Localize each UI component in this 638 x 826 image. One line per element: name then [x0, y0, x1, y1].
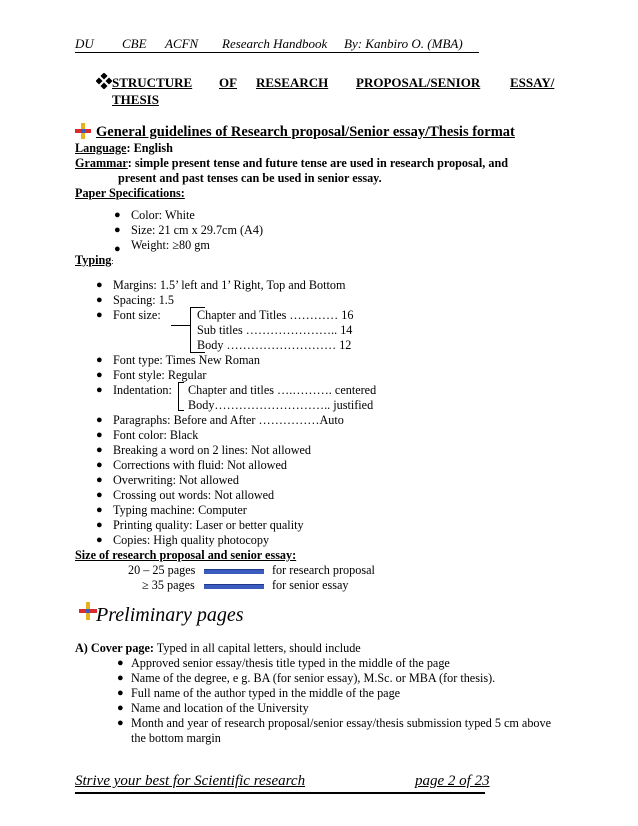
section-title-word-5: ESSAY/: [510, 75, 555, 90]
bullet-icon: ●: [114, 209, 121, 221]
bullet-icon: ●: [96, 384, 103, 396]
grammar-value: : simple present tense and future tense are used in research proposal, and: [127, 156, 508, 170]
bullet-icon: ●: [96, 459, 103, 471]
grammar-label: Grammar: [75, 156, 128, 170]
bullet-icon: ●: [96, 444, 103, 456]
typing-indentation: Indentation:: [113, 383, 172, 397]
bullet-icon: ●: [96, 309, 103, 321]
indentation-row: Chapter and titles ….………. centered: [188, 383, 377, 397]
typing-item: Copies: High quality photocopy: [113, 533, 270, 547]
typing-font-style: Font style: Regular: [113, 368, 207, 382]
typing-font-type: Font type: Times New Roman: [113, 353, 260, 367]
bullet-icon: ●: [96, 414, 103, 426]
header-author: By: Kanbiro O. (MBA): [344, 36, 463, 51]
typing-colon: :: [111, 257, 114, 266]
header-du: DU: [75, 36, 94, 51]
bullet-icon: ●: [96, 504, 103, 516]
section-title-word-3: RESEARCH: [256, 75, 329, 90]
bracket-bottom: [178, 410, 184, 411]
section-title-word-1: STRUCTURE: [112, 75, 193, 90]
typing-margins: Margins: 1.5’ left and 1’ Right, Top and Bottom: [113, 278, 346, 292]
bullet-icon: ●: [96, 369, 103, 381]
arrow-bar-icon: [204, 584, 264, 589]
bullet-icon: ●: [117, 717, 124, 729]
bullet-icon: ●: [114, 243, 121, 255]
font-size-row: Body ……………………… 12: [197, 338, 352, 352]
bullet-icon: ●: [117, 702, 124, 714]
language-label: Language: [75, 141, 127, 155]
bullet-icon: ●: [96, 519, 103, 531]
guidelines-heading: General guidelines of Research proposal/Senior essay/Thesis format: [96, 124, 515, 140]
bullet-icon: ●: [96, 534, 103, 546]
typing-line: [75, 253, 114, 269]
cover-item: Name of the degree, e g. BA (for senior essay), M.Sc. or MBA (for thesis).: [131, 671, 496, 685]
bullet-icon: ●: [96, 489, 103, 501]
section-title-word-2: OF: [219, 75, 238, 90]
grammar-line: [75, 156, 508, 171]
cover-label: A) Cover page:: [75, 641, 154, 655]
grammar-value-cont: present and past tenses can be used in senior essay.: [118, 171, 382, 185]
cover-item: Name and location of the University: [131, 701, 309, 715]
font-size-row: Chapter and Titles ………… 16: [197, 308, 354, 322]
paper-item: Weight: ≥80 gm: [131, 238, 210, 252]
typing-font-size: Font size:: [113, 308, 161, 322]
font-size-row: Sub titles ………………….. 14: [197, 323, 353, 337]
section-title-word-4: PROPOSAL/SENIOR: [356, 75, 481, 90]
cover-text: Typed in all capital letters, should include: [153, 641, 361, 655]
header-cbe: CBE: [122, 36, 147, 51]
typing-label: Typing: [75, 253, 112, 267]
bullet-icon: ●: [117, 672, 124, 684]
plus-icon: [78, 601, 98, 621]
cover-item: Approved senior essay/thesis title typed in the middle of the page: [131, 656, 450, 670]
bracket-connector: [171, 325, 190, 326]
bullet-icon: ●: [96, 474, 103, 486]
typing-item: Printing quality: Laser or better quality: [113, 518, 304, 532]
diamond-bullet-icon: [96, 73, 112, 89]
footer-motto: Strive your best for Scientific research: [75, 773, 306, 789]
language-value: : English: [126, 141, 173, 155]
typing-item: Corrections with fluid: Not allowed: [113, 458, 287, 472]
bracket-left: [178, 382, 179, 410]
bullet-icon: ●: [96, 354, 103, 366]
typing-item: Crossing out words: Not allowed: [113, 488, 275, 502]
footer-rule: [75, 792, 485, 794]
header-acfn: ACFN: [165, 36, 199, 51]
cover-item: Full name of the author typed in the middle of the page: [131, 686, 401, 700]
size-pages: 20 – 25 pages: [128, 563, 196, 577]
paper-item: Size: 21 cm x 29.7cm (A4): [131, 223, 264, 237]
indentation-row: Body……………………….. justified: [188, 398, 374, 412]
typing-item: Overwriting: Not allowed: [113, 473, 239, 487]
typing-item: Paragraphs: Before and After ……………Auto: [113, 413, 344, 427]
bracket-left: [190, 307, 191, 352]
header-rule: [75, 52, 479, 53]
bullet-icon: ●: [96, 294, 103, 306]
size-purpose: for senior essay: [272, 578, 349, 592]
cover-item: Month and year of research proposal/senior essay/thesis submission typed 5 cm above: [131, 716, 552, 730]
bullet-icon: ●: [96, 279, 103, 291]
language-line: [75, 141, 173, 156]
plus-icon: [74, 122, 92, 140]
typing-item: Breaking a word on 2 lines: Not allowed: [113, 443, 312, 457]
paper-item: Color: White: [131, 208, 195, 222]
preliminary-heading: Preliminary pages: [96, 604, 244, 626]
typing-spacing: Spacing: 1.5: [113, 293, 174, 307]
paper-label: Paper Specifications:: [75, 186, 185, 200]
cover-line: [75, 641, 361, 656]
header-handbook: Research Handbook: [222, 36, 328, 51]
size-purpose: for research proposal: [272, 563, 375, 577]
typing-item: Typing machine: Computer: [113, 503, 247, 517]
size-label: Size of research proposal and senior essay:: [75, 548, 297, 562]
cover-item-cont: the bottom margin: [131, 731, 221, 745]
bullet-icon: ●: [114, 224, 121, 236]
bullet-icon: ●: [117, 687, 124, 699]
size-pages: ≥ 35 pages: [142, 578, 195, 592]
bullet-icon: ●: [117, 657, 124, 669]
arrow-bar-icon: [204, 569, 264, 574]
footer-page-number: page 2 of 23: [415, 773, 490, 789]
bullet-icon: ●: [96, 429, 103, 441]
typing-item: Font color: Black: [113, 428, 199, 442]
section-title-line-2: THESIS: [112, 92, 159, 107]
